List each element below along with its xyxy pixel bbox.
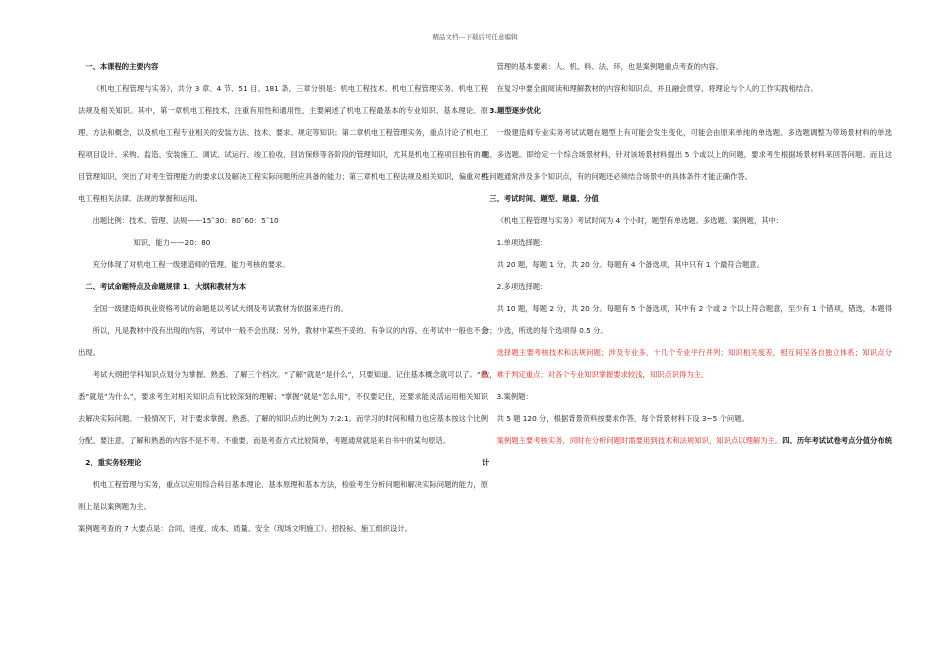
section-1-title: 一、本课程的主要内容	[85, 62, 159, 71]
choice-note-red: 选择题主要考核技术和法规问题；涉及专业多，十几个专业平行并列；知识相关度差，相互间呈各自独立体系；知识点分散，难于判定重点；对各个专业知识掌握要求较浅，知识点识得为主。	[482, 348, 892, 379]
section-2-paragraph-1: 全国一级建造师执业资格考试的命题是以考试大纲及考试教材为依据来进行的。	[92, 304, 348, 313]
right-column	[482, 56, 892, 474]
section-4-title: 3.题型逐步优化	[489, 106, 541, 115]
case-title: 3.案例题：	[496, 392, 533, 401]
left-column	[78, 56, 488, 540]
multi-choice-title: 2.多项选择题：	[496, 282, 548, 291]
section-3-paragraph-2: 案例题考查的 7 大要点是：合同、进度、成本、质量、安全（现场文明施工）、招投标、施工组织设计。	[78, 524, 412, 533]
right-paragraph-1: 管理的基本要素：人、机、料、法、环，也是案例题重点考查的内容。	[496, 62, 723, 71]
section-4-paragraph-1: 一级建造师专业实务考试试题在题型上有可能会发生变化，可能会由原来单纯的单选题、多选题调整为带场景材料的单选题、多选题。即给定一个综合场景材料，针对该场景材料提出 5 个或以上的问题，要求考生根据场景材料来回答问题。而且这些问题通常涉及多个知识点，有的问题还必须结合场景中的具体条件才能正确作答。	[482, 128, 892, 181]
single-choice-description: 共 20 题，每题 1 分，共 20 分。每题有 4 个备选项，其中只有 1 个最符合题意。	[496, 260, 764, 269]
section-3-title: 2．重实务轻理论	[85, 458, 142, 467]
section-2-paragraph-3: 考试大纲把学科知识点划分为掌握、熟悉、了解三个档次。“了解”就是“是什么”，只要知道、记住基本概念就可以了。“熟悉”就是“为什么”，要求考生对相关知识点有比较深刻的理解；“掌握”就是“怎么用”，不仅要记住，还要求能灵活运用相关知识去解决实际问题。一般情况下，对于要求掌握、熟悉、了解的知识点的比例为 7:2:1。而学习的时间和精力也应基本按这个比例分配。要注意，了解和熟悉的内容不是不考、不重要，而是考查方式比较简单，考题通常就是来自书中的某句原话。	[78, 370, 488, 445]
page-header: 精品文档---下载后可任意编辑	[432, 33, 518, 41]
section-2-paragraph-2: 所以，凡是教材中没有出现的内容，考试中一般不会出现；另外，教材中某些不妥的、有争议的内容，在考试中一般也不会出现。	[78, 326, 488, 357]
multi-choice-description: 共 10 题，每题 2 分，共 20 分。每题有 5 个备选项，其中有 2 个或 2 个以上符合题意，至少有 1 个错项，错选，本题得分；少选，所选的每个选项得 0.5 分。	[482, 304, 892, 335]
section-2-title: 二、考试命题特点及命题规律 1．大纲和教材为本	[85, 282, 247, 291]
section-6-title: 四、历年考试试卷考点分值分布统计	[482, 436, 893, 467]
case-description: 共 5 题 120 分，根据背景资料按要求作答，每个背景材料下设 3~5 个问题。	[496, 414, 749, 423]
section-5-title: 三、考试时间、题型、题量、分值	[489, 194, 599, 203]
ratio-line-1: 出题比例：技术、管理、法规——15˜30：80˜60：5˜10	[92, 216, 279, 225]
section-5-paragraph-1: 《机电工程管理与实务》考试时间为 4 个小时，题型有单选题、多选题、案例题，其中：	[496, 216, 784, 225]
ratio-line-2: 知识、能力——20：80	[133, 238, 211, 247]
case-note-red: 案例题主要考核实务，同时在分析问题时需要用到技术和法规知识，知识点以理解为主。	[496, 436, 783, 445]
single-choice-title: 1.单项选择题：	[496, 238, 548, 247]
section-1-paragraph-1: 《机电工程管理与实务》，共分 3 章、4 节、51 目、181 条，三章分别是：机电工程技术、机电工程管理实务、机电工程法规及相关知识。其中，第一章机电工程技术，注重有用性和通用性，主要阐述了机电工程最基本的专业知识、基本理论、原理、方法和概念，以及机电工程专业相关的安装方法、技术、要求、规定等知识；第二章机电工程管理实务，重点讨论了机电工程项目设计、采购、监造、安装施工、调试、试运行、竣工验收、回访保修等各阶段的管理知识，尤其是机电工程项目独有的项目管理知识，突出了对考生管理能力的要求以及解决工程实际问题所应具备的能力；第三章机电工程法规及相关知识，偏重对机电工程相关法律、法规的掌握和运用。	[78, 84, 488, 203]
section-3-paragraph-1: 机电工程管理与实务，重点以应用综合科目基本理论、基本原理和基本方法，检验考生分析问题和解决实际问题的能力，原则上是以案例题为主。	[78, 480, 488, 511]
section-1-paragraph-2: 充分体现了对机电工程一级建造师的管理、能力考核的要求。	[92, 260, 290, 269]
right-paragraph-2: 在复习中要全面阅读和理解教材的内容和知识点，并且融会贯穿，将理论与个人的工作实践相结合。	[496, 84, 818, 93]
